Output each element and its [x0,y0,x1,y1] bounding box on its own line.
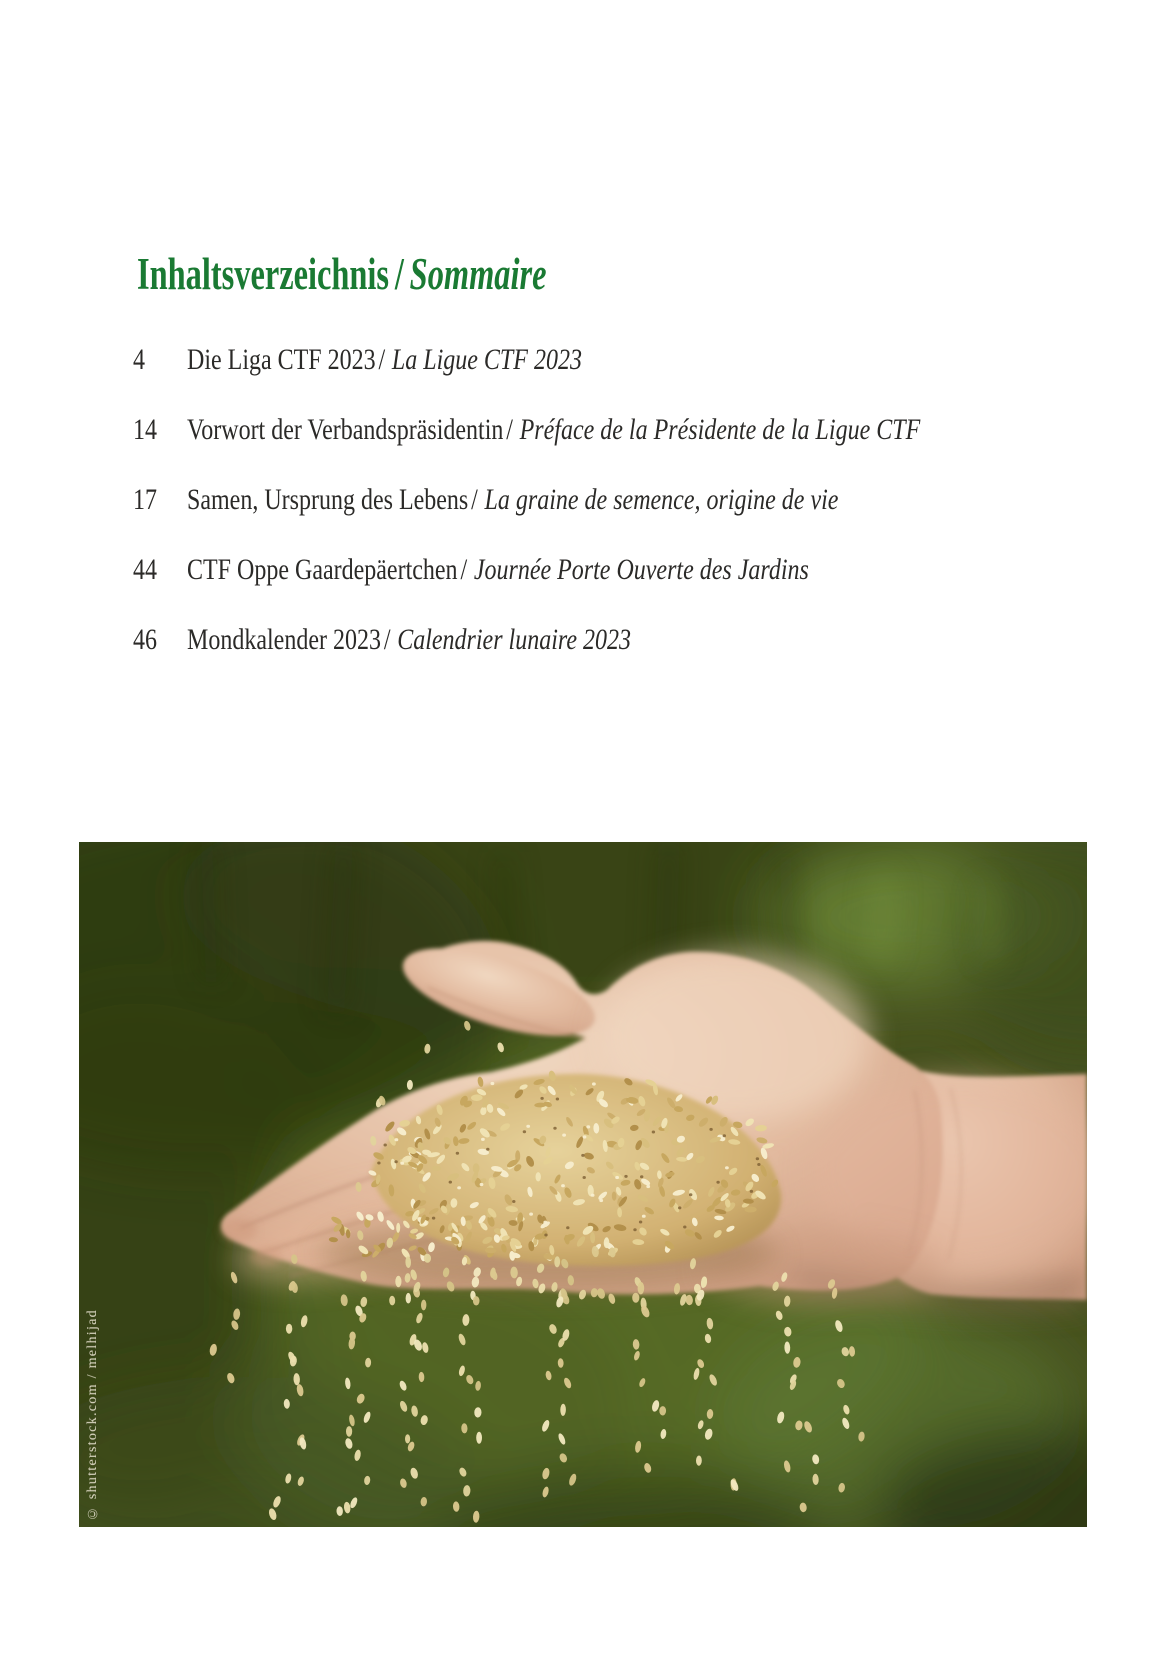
toc-entry-page-number: 4 [133,343,145,376]
page-title-fr: Sommaire [409,249,547,300]
toc-entry [133,552,964,588]
toc-entry-title-fr: Calendrier lunaire 2023 [397,623,631,656]
grain-photo-svg [79,842,1087,1527]
photo-credit: © shutterstock.com / melhijad [85,1308,100,1520]
toc-entry [133,482,1001,518]
toc-entry-title-fr: La graine de semence, origine de vie [484,483,839,516]
toc-entry-title-de: Vorwort der Verbandspräsidentin [187,413,504,446]
toc-entry [133,622,742,658]
toc-entry-title-de: Die Liga CTF 2023 [187,343,376,376]
toc-entry [133,412,1104,448]
content-photo-hand-with-grain [79,842,1087,1527]
toc-entry-title-de: Mondkalender 2023 [187,623,381,656]
toc-separator: / [383,623,391,656]
title-separator: / [394,249,404,300]
toc-entry-title-de: CTF Oppe Gaardepäertchen [187,553,458,586]
toc-entry [133,342,681,378]
toc-entry-title-de: Samen, Ursprung des Lebens [187,483,469,516]
toc-entry-title-fr: La Ligue CTF 2023 [391,343,582,376]
toc-entry-page-number: 44 [133,553,157,586]
toc-entry-page-number: 17 [133,483,157,516]
toc-separator: / [378,343,386,376]
toc-separator: / [506,413,513,446]
page-title [137,248,547,300]
page-title-de: Inhaltsverzeichnis [137,249,390,300]
toc-entry-page-number: 46 [133,623,157,656]
toc-entry-page-number: 14 [133,413,157,446]
toc-entry-title-fr: Journée Porte Ouverte des Jardins [473,553,809,586]
toc-entry-title-fr: Préface de la Présidente de la Ligue CTF [519,413,921,446]
toc-separator: / [460,553,468,586]
toc-separator: / [471,483,478,516]
